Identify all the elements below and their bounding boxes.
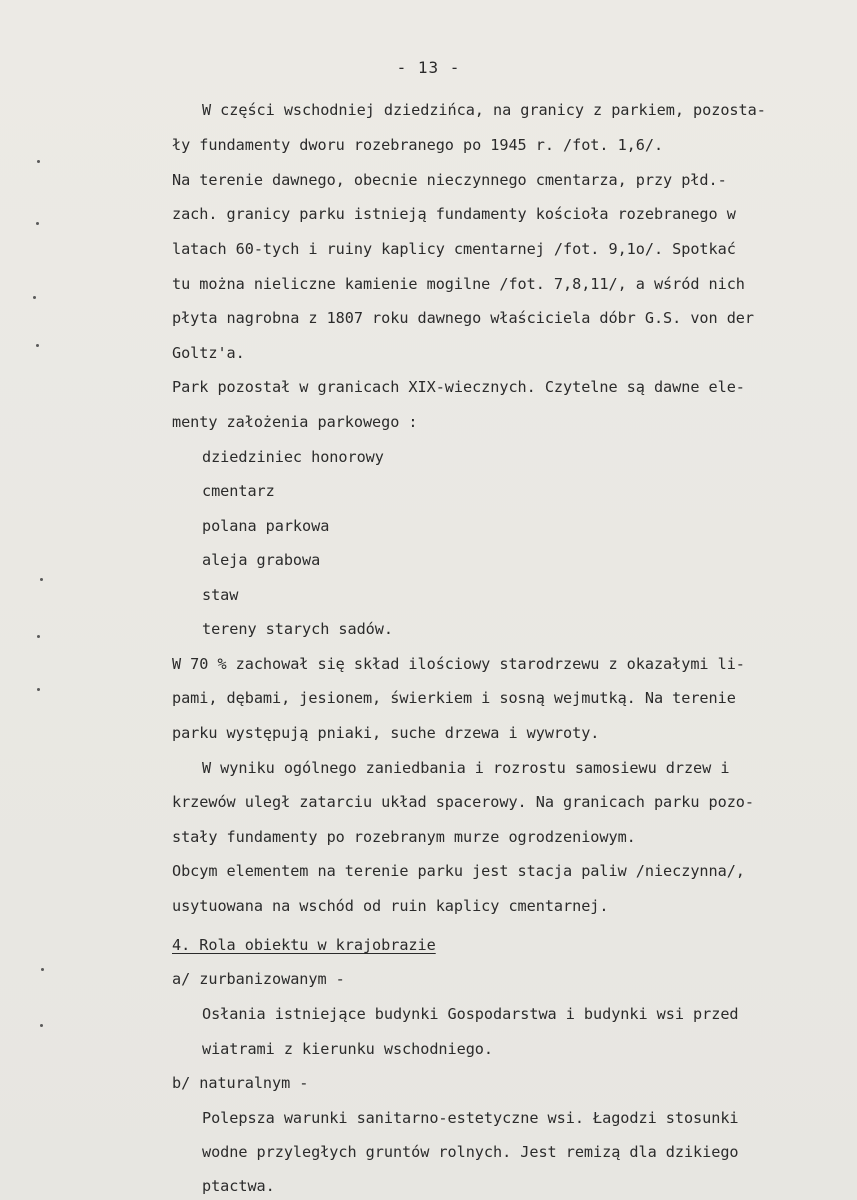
list-item: cmentarz [202, 482, 275, 500]
text-line: Osłania istniejące budynki Gospodarstwa i budynki wsi przed [202, 1005, 739, 1023]
section-heading: 4. Rola obiektu w krajobrazie [172, 936, 436, 954]
subsection-label: b/ naturalnym - [172, 1074, 309, 1092]
text-line: latach 60-tych i ruiny kaplicy cmentarnej /fot. 9,1o/. Spotkać [172, 240, 736, 258]
text-line: płyta nagrobna z 1807 roku dawnego właściciela dóbr G.S. von der [172, 309, 754, 327]
text-line: W części wschodniej dziedzińca, na granicy z parkiem, pozosta- [202, 101, 766, 119]
text-line: krzewów uległ zatarciu układ spacerowy. Na granicach parku pozo- [172, 793, 754, 811]
text-line: pami, dębami, jesionem, świerkiem i sosną wejmutką. Na terenie [172, 689, 736, 707]
scan-speck [40, 1024, 43, 1027]
scan-speck [37, 688, 40, 691]
scan-speck [37, 160, 40, 163]
list-item: dziedziniec honorowy [202, 448, 384, 466]
list-item: tereny starych sadów. [202, 620, 393, 638]
list-item: aleja grabowa [202, 551, 321, 569]
text-line: ły fundamenty dworu rozebranego po 1945 r. /fot. 1,6/. [172, 136, 664, 154]
list-item: staw [202, 586, 239, 604]
text-line: menty założenia parkowego : [172, 413, 418, 431]
scan-speck [37, 635, 40, 638]
text-line: wodne przyległych gruntów rolnych. Jest remizą dla dzikiego [202, 1143, 739, 1161]
text-line: wiatrami z kierunku wschodniego. [202, 1040, 493, 1058]
text-line: stały fundamenty po rozebranym murze ogrodzeniowym. [172, 828, 636, 846]
text-line: Park pozostał w granicach XIX-wiecznych. Czytelne są dawne ele- [172, 378, 745, 396]
text-line: Goltz'a. [172, 344, 245, 362]
scan-speck [40, 578, 43, 581]
text-line: parku występują pniaki, suche drzewa i wywroty. [172, 724, 600, 742]
text-line: tu można nieliczne kamienie mogilne /fot. 7,8,11/, a wśród nich [172, 275, 745, 293]
scan-speck [36, 222, 39, 225]
text-line: W 70 % zachował się skład ilościowy starodrzewu z okazałymi li- [172, 655, 745, 673]
list-item: polana parkowa [202, 517, 330, 535]
text-line: Obcym elementem na terenie parku jest stacja paliw /nieczynna/, [172, 862, 745, 880]
scan-speck [41, 968, 44, 971]
scan-speck [36, 344, 39, 347]
text-line: usytuowana na wschód od ruin kaplicy cmentarnej. [172, 897, 609, 915]
text-line: zach. granicy parku istnieją fundamenty kościoła rozebranego w [172, 205, 736, 223]
subsection-label: a/ zurbanizowanym - [172, 970, 345, 988]
page-number: - 13 - [396, 58, 461, 77]
text-line: Na terenie dawnego, obecnie nieczynnego cmentarza, przy płd.- [172, 171, 727, 189]
text-line: Polepsza warunki sanitarno-estetyczne wsi. Łagodzi stosunki [202, 1109, 739, 1127]
text-line: ptactwa. [202, 1177, 275, 1195]
text-line: W wyniku ogólnego zaniedbania i rozrostu samosiewu drzew i [202, 759, 730, 777]
scan-speck [33, 296, 36, 299]
